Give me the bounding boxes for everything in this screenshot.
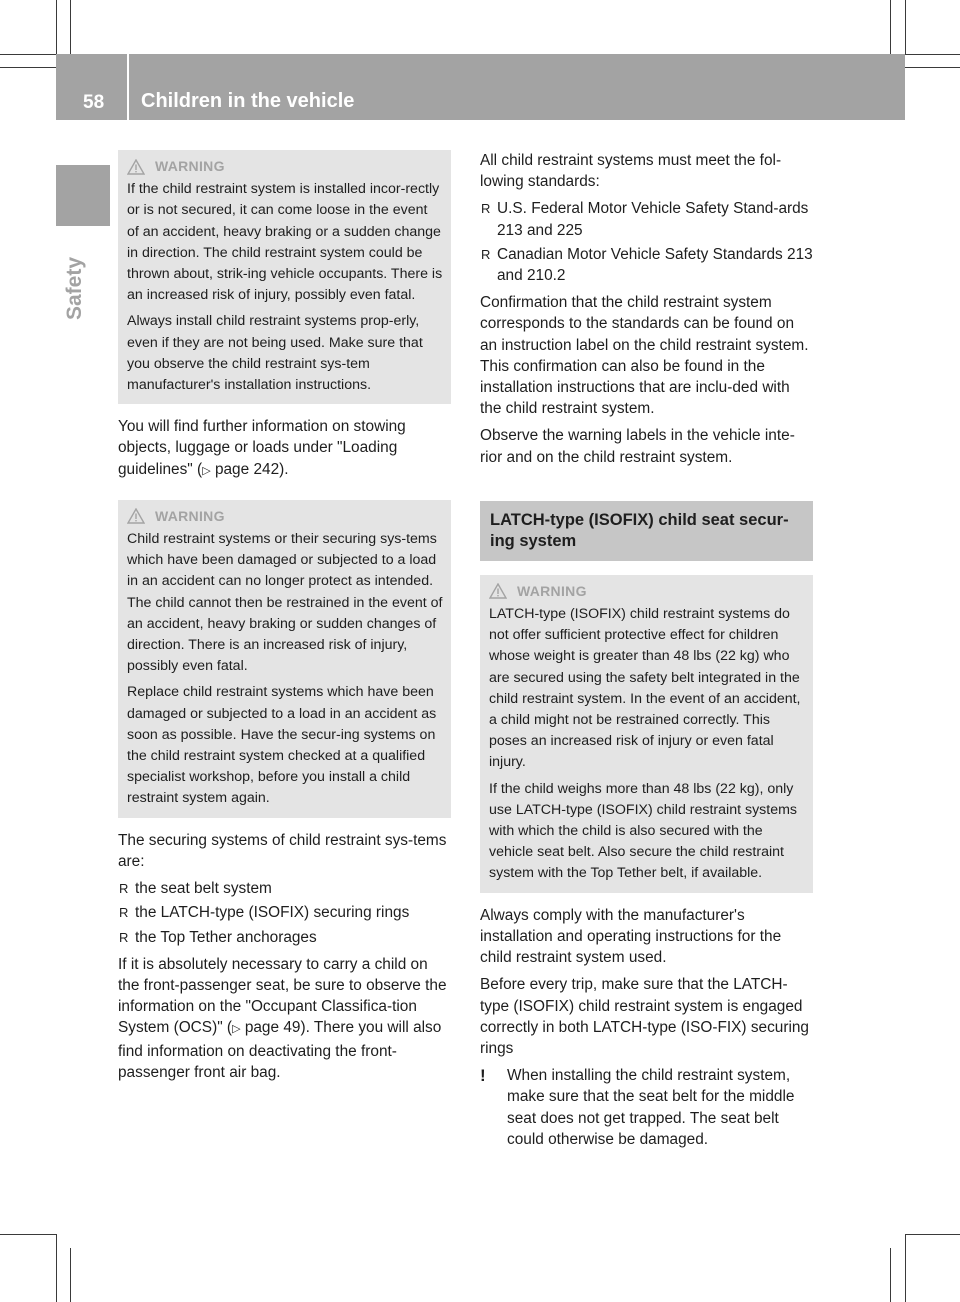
warning-text: If the child restraint system is installed incor-rectly or is not secured, it can come loose in the event of an accident, heavy braking or a sudden change in direction. The child restraint system could be thrown about, strik-ing vehicle occupants. There is an increased risk of injury, possibly even fatal. [127,181,443,304]
bullet-icon: R [481,201,491,217]
crop-mark [890,1248,891,1302]
warning-text: Child restraint systems or their securing sys-tems which have been damaged or subjected to a load in an accident can no longer protect as intended. The child cannot then be restrained in the event of an accident, heavy braking or sudden changes of direction. There is an increased risk of injury, possibly even fatal. [127,531,443,675]
warning-title: WARNING [517,582,587,599]
note-text: When installing the child restraint system, make sure that the seat belt for the middle seat does not get trapped. The seat belt could otherwise be damaged. [507,1067,795,1148]
bullet-list [118,878,451,948]
bullet-list [480,198,813,286]
warning-header [127,156,443,177]
crop-mark [905,1234,960,1235]
crop-mark [56,0,57,54]
warning-header [489,581,805,602]
paragraph: Before every trip, make sure that the LATCH-type (ISOFIX) child restraint system is engaged correctly in both LATCH-type (ISO-FIX) securing rings [480,976,809,1057]
warning-text: If the child weighs more than 48 lbs (22 kg), only use LATCH-type (ISOFIX) child restraint systems with which the child is also secured with the vehicle seat belt. Also secure the child restraint system with the Top Tether belt, if available. [489,780,797,882]
list-item: R the Top Tether anchorages [118,927,451,948]
paragraph: The securing systems of child restraint sys-tems are: [118,831,447,870]
page-reference-link[interactable]: page 49 [244,1019,301,1037]
warning-title: WARNING [155,507,225,524]
bullet-icon: R [119,881,129,897]
paragraph: You will find further information on stowing objects, luggage or loads under "Loading guidelines" (▷ page 242). [118,418,406,478]
crop-mark [70,0,71,54]
crop-mark [905,0,906,54]
list-item: R U.S. Federal Motor Vehicle Safety Stand-ards 213 and 225 [481,200,809,239]
page-number: 58 [83,92,105,113]
list-item: R Canadian Motor Vehicle Safety Standards 213 and 210.2 [481,245,813,285]
warning-box [118,150,451,404]
bullet-icon: R [119,929,129,945]
paragraph: Observe the warning labels in the vehicle inte-rior and on the child restraint system. [480,427,795,466]
crop-mark [890,0,891,54]
note [480,1065,813,1150]
side-label: Safety [63,256,86,320]
warning-triangle-icon [489,583,507,599]
crop-mark [905,67,960,68]
crop-mark [56,1234,57,1302]
header-divider [127,54,129,120]
side-tab [56,165,110,226]
crop-mark [70,1248,71,1302]
bullet-icon: R [119,905,129,921]
section-title: Children in the vehicle [141,90,355,112]
left-column [118,150,451,1089]
warning-text: LATCH-type (ISOFIX) child restraint systems do not offer sufficient protective effect for children whose weight is greater than 48 lbs (22 kg) who are secured using the safety belt integrated in the child restraint system. In the event of an accident, a child might not be restrained correctly. This poses an increased risk of injury or even fatal injury. [489,606,801,771]
warning-text: Replace child restraint systems which have been damaged or subjected to a load in an accident as soon as possible. Have the secur-ing systems on the child restraint system checked at a qualified specialist workshop, before you install a child restraint system again. [127,684,437,807]
subsection-heading: LATCH-type (ISOFIX) child seat secur-ing system [480,501,813,561]
warning-text: Always install child restraint systems prop-erly, even if they are not being used. Make sure that you observe the child restraint sys-tem manufacturer's installation instructions. [127,313,423,394]
right-column [480,150,813,1150]
page-ref-arrow-icon: ▷ [202,464,211,477]
warning-box [118,500,451,818]
crop-mark [905,54,960,55]
warning-triangle-icon [127,159,145,175]
warning-triangle-icon [127,508,145,524]
warning-title: WARNING [155,158,225,174]
paragraph: Always comply with the manufacturer's installation and operating instructions for the child restraint system used. [480,906,782,967]
crop-mark [905,1234,906,1302]
page-reference-link[interactable]: page 242 [214,460,280,478]
exclamation-icon: ! [480,1066,486,1086]
warning-box [480,575,813,893]
crop-mark [0,1234,56,1235]
list-item: R the LATCH-type (ISOFIX) securing rings [118,902,451,923]
page-ref-arrow-icon: ▷ [232,1023,241,1036]
list-item: R the seat belt system [118,878,451,899]
paragraph: Confirmation that the child restraint system corresponds to the standards can be found on an instruction label on the child restraint system. This confirmation can also be found in the installation instructions that are inclu-ded with the child restraint system. [480,294,809,418]
warning-header [127,506,443,527]
bullet-icon: R [481,246,491,262]
paragraph: If it is absolutely necessary to carry a child on the front-passenger seat, be sure to observe the information on the "Occupant Classifica-tion System (OCS)" (▷ page 49). There you will also find information on deactivating the front-passenger front air bag. [118,955,447,1081]
crop-mark [0,54,56,55]
crop-mark [0,67,56,68]
paragraph: All child restraint systems must meet the fol-lowing standards: [480,152,782,191]
